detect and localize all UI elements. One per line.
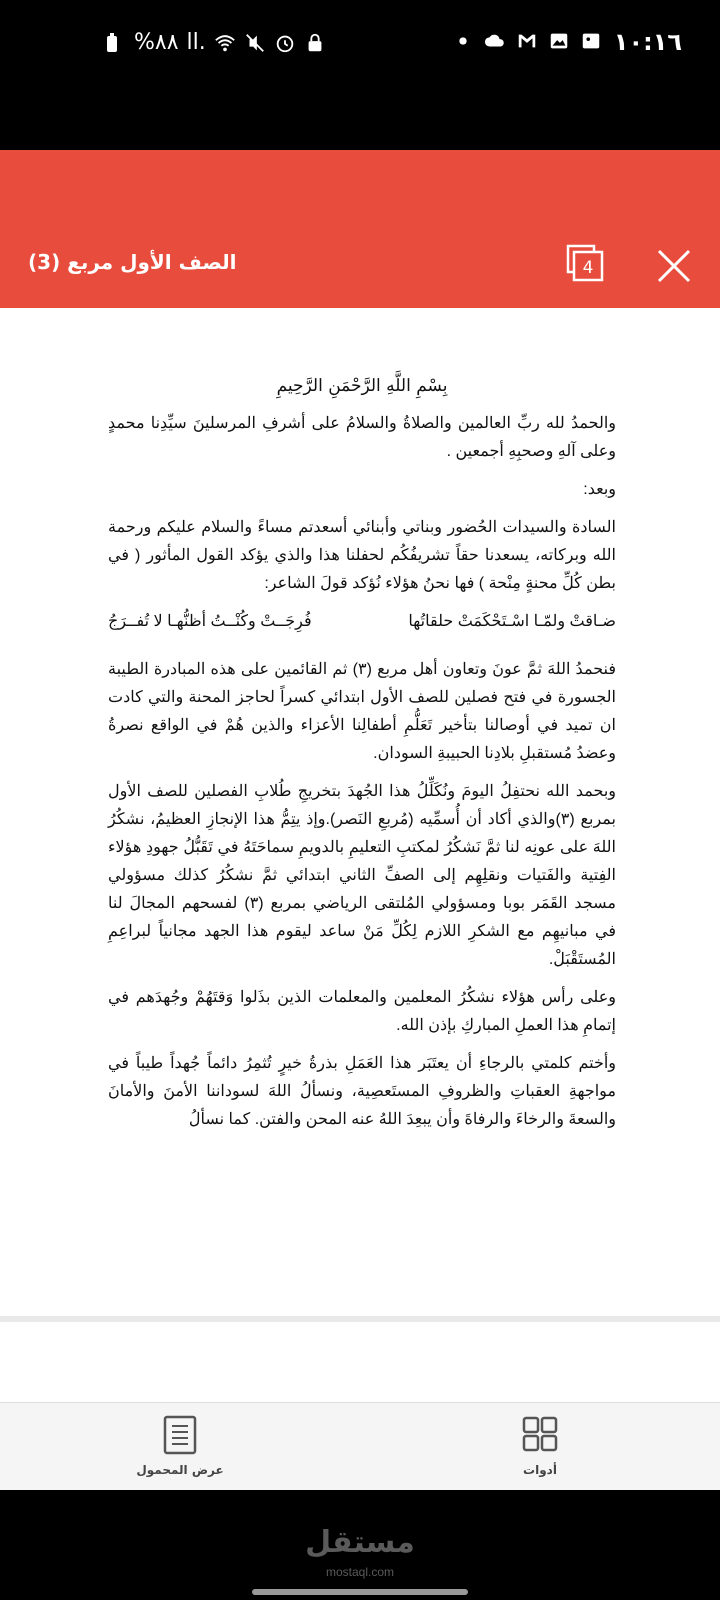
grid-icon [522, 1415, 558, 1455]
mobile-view-button[interactable] [120, 1415, 240, 1477]
paragraph: السادة والسيدات الحُضور وبناتي وأبنائي أسعدتم مساءً والسلام عليكم ورحمة الله وبركاته، يسعدنا حقاً تشريفُكُم لحفلنا هذا والذي يؤكد القول المأثور ( في بطن كُلِّ محنةٍ مِنْحة ) فها نحنُ هؤلاء نُؤكد قولَ الشاعر: [108, 519, 616, 592]
bottom-toolbar [0, 1402, 720, 1491]
basmala: بِسْمِ اللَّهِ الرَّحْمَنِ الرَّحِيمِ [276, 376, 448, 396]
pages-button[interactable] [565, 243, 605, 283]
gallery-icon [580, 30, 602, 52]
next-page-area [0, 1322, 720, 1402]
alarm-icon [274, 32, 296, 54]
signal-text: ll. [186, 30, 206, 55]
status-right-group [452, 30, 602, 52]
tools-button[interactable] [480, 1415, 600, 1477]
watermark-logo: مستقل [305, 1525, 415, 1560]
paragraph: وبحمد الله نحتفِلُ اليومَ ونُكَلِّلُ هذا الجُهدَ بتخريجِ طُلابِ الفصلين للصف الأول بمربع (٣)والذي أكاد أن أُسمِّيه (مُربعِ النَصر).وإذ يتِمُّ هذا الإنجازِ العظيمُ، نشكُرُ اللهَ على عونِه لنا ثمَّ نَشكُرُ لمكتبِ التعليمِ بالدويمِ سماحَتَهُ في تَقَبُّلُ جهودِ هؤلاء الفِتية والفَتيات ونقلِهِم إلى الصفِّ الثاني ابتدائي ثمَّ نشكُرُ كذلك مسؤولي مسجد القَمَر بوبا ومسؤولي المُلتقى الرياضي بمربع (٣) لفسحهم المجالَ لنا في مبانيهِم مع الشكرِ اللازم لِكُلِّ مَنْ ساعد ليقوم هذا الجهد مجانياً لبراعِمِ المُستَقْبَلْ. [108, 783, 617, 968]
image-icon [548, 30, 570, 52]
app-header [0, 150, 720, 308]
home-indicator[interactable] [252, 1589, 468, 1595]
page-count: 4 [582, 258, 594, 278]
close-button[interactable] [655, 247, 693, 285]
lock-icon [304, 32, 326, 54]
paragraph: وعلى رأس هؤلاء نشكُرُ المعلمين والمعلمات الذين بذَلوا وَقتَهُمْ وجُهدَهم في إتمامِ هذا العملِ المباركِ بإذن الله. [108, 989, 616, 1034]
watermark-url: mostaql.com [325, 1565, 395, 1579]
page-title: الصف الأول مربع (3) [28, 250, 237, 274]
mute-icon [244, 32, 266, 54]
pages-icon [565, 243, 605, 283]
status-bar [0, 0, 720, 150]
status-left-group [104, 30, 326, 55]
dot-icon [452, 30, 474, 52]
battery-icon [104, 32, 126, 54]
document-lines-icon [162, 1415, 198, 1455]
tools-label: أدوات [523, 1463, 557, 1477]
document-body [108, 372, 616, 1144]
verse-first-half: ضـاقتْ ولمّـا اسْـتَحْكَمَتْ حلقاتُها [408, 613, 616, 630]
poem-verse [108, 608, 616, 636]
mobile-view-label: عرض المحمول [136, 1463, 224, 1477]
mail-icon [516, 30, 538, 52]
cloud-icon [484, 30, 506, 52]
close-icon [655, 247, 693, 285]
wifi-icon [214, 32, 236, 54]
battery-percent: %٨٨ [134, 30, 179, 55]
paragraph: والحمدُ لله ربِّ العالمين والصلاةُ والسلامُ على أشرفِ المرسلينَ سيِّدِنا محمدٍ وعلى آلهِ وصحبِهِ أجمعين . [108, 415, 616, 460]
status-time: ١٠:١٦ [613, 28, 682, 56]
paragraph: وبعد: [583, 481, 616, 498]
paragraph: فنحمدُ اللهَ ثمَّ عونَ وتعاون أهل مربع (٣) ثم القائمين على هذه المبادرة الطيبة الجسورة في فتح فصلين للصف الأول ابتدائي كسراً لحاجز المحنة والتي كادت ان تميد في أوصالنا بتأخير تَعَلُّمِ أطفالِنا الأعزاء والذين هُمْ في الواقع نصرةُ وعضدُ مُستقبلِ بلادِنا الحبيبةِ السودان. [108, 661, 616, 762]
paragraph: وأختم كلمتي بالرجاءِ أن يعتَبَر هذا العَمَلِ بذرةُ خيرٍ تُثمِرُ دائماً جُهداً طيباً في مواجهةِ العقباتِ والظروفِ المستَعصِية، ونسألُ اللهَ لسوداننا الأمنَ والأمانَ والسعةَ والرخاءَ والرفاةَ وأن يبعِدَ اللهُ عنه المحن والفتن. كما نسألُ [108, 1055, 616, 1128]
verse-second-half: فُرِجَــتْ وكُنْــتُ أظنُّهـا لا تُفــرَجُ [108, 613, 312, 630]
